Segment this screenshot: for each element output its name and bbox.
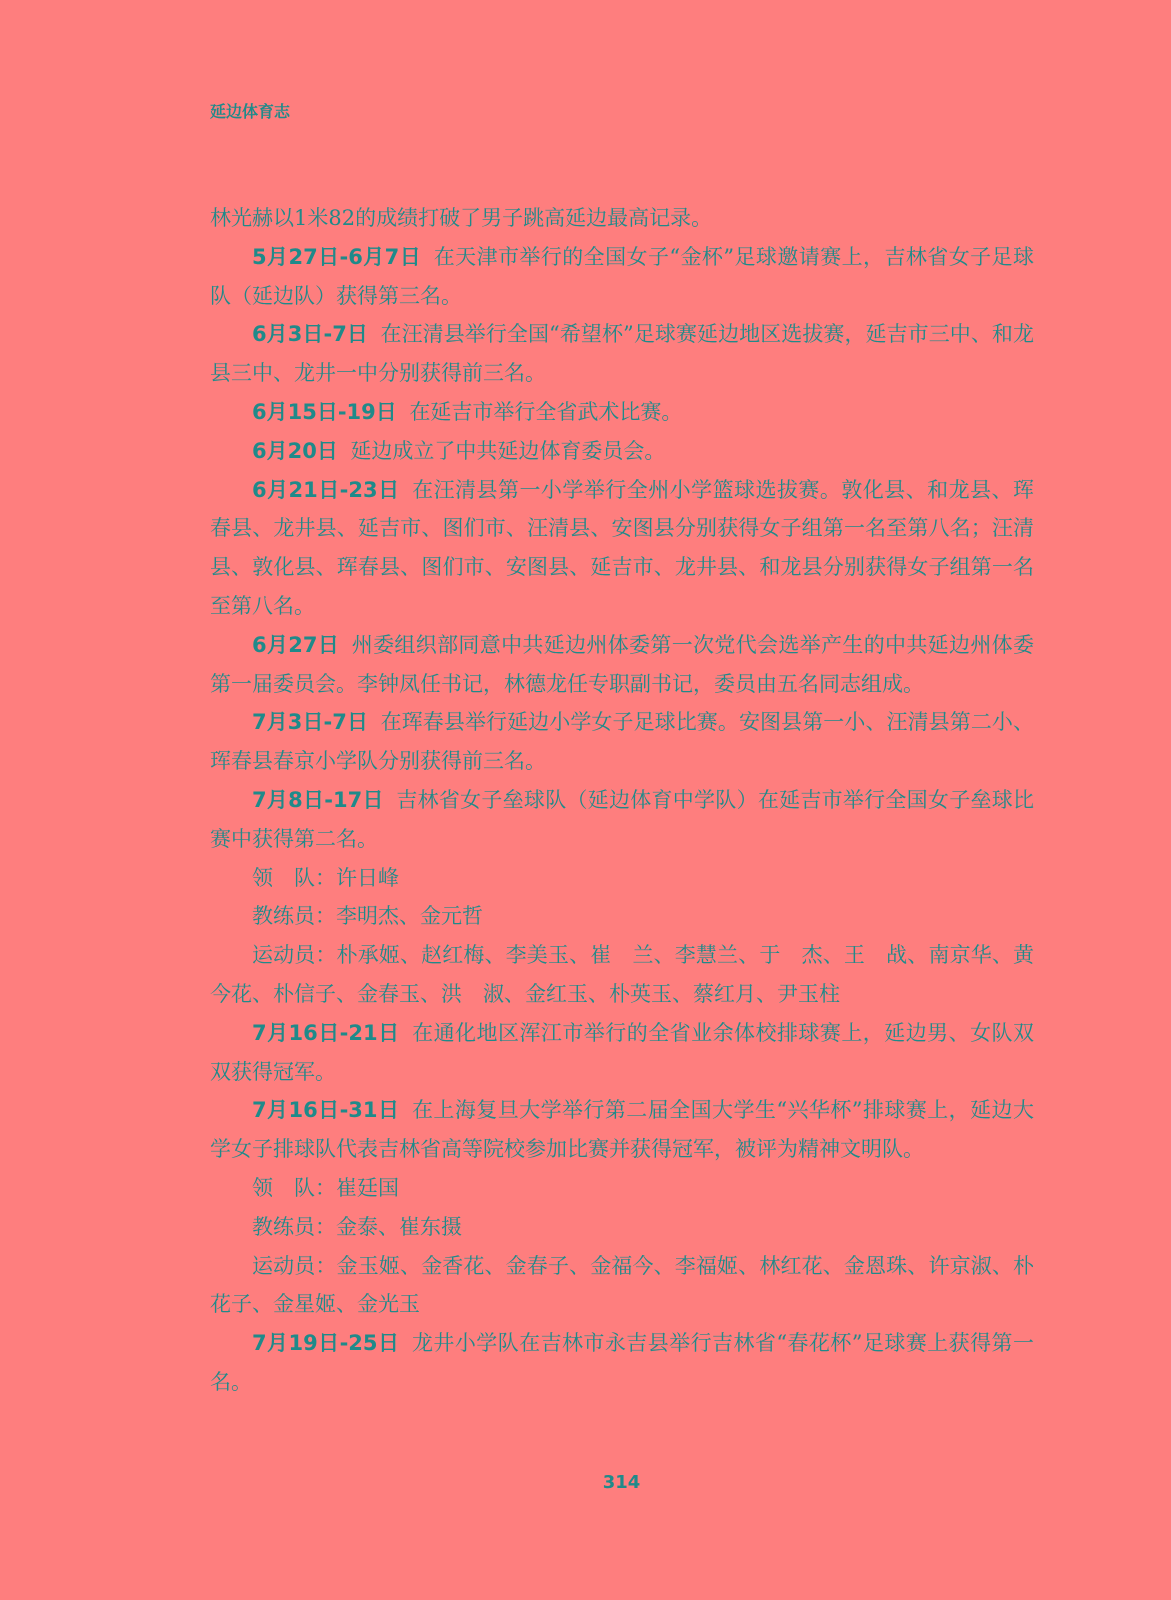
- entry-date: 6月27日: [252, 632, 340, 657]
- entry-paragraph: [210, 1091, 1034, 1169]
- roster-text: 领 队：崔廷国: [252, 1175, 399, 1200]
- entry-paragraph: [210, 1014, 1034, 1092]
- roster-line: [210, 936, 1034, 1014]
- entry-text: 龙井小学队在吉林市永吉县举行吉林省“春花杯”足球赛上获得第一名。: [210, 1331, 1034, 1394]
- roster-text: 教练员：李明杰、金元哲: [252, 904, 483, 929]
- entry-date: 6月21日-23日: [252, 477, 400, 502]
- entry-paragraph: [210, 393, 1034, 432]
- entry-date: 6月20日: [252, 438, 338, 463]
- entry-text: 在上海复旦大学举行第二届全国大学生“兴华杯”排球赛上，延边大学女子排球队代表吉林省高等院校参加比赛并获得冠军，被评为精神文明队。: [210, 1098, 1034, 1162]
- roster-text: 教练员：金泰、崔东摄: [252, 1214, 462, 1239]
- entry-text: 林光赫以1米82的成绩打破了男子跳高延边最高记录。: [210, 206, 713, 230]
- entry-date: 7月16日-31日: [252, 1098, 400, 1123]
- entry-text: 在汪清县举行全国“希望杯”足球赛延边地区选拔赛，延吉市三中、和龙县三中、龙井一中分别获得前三名。: [210, 322, 1034, 386]
- page-number: 314: [602, 1472, 641, 1493]
- chronicle-body: [210, 199, 1034, 1402]
- entry-paragraph: [210, 626, 1034, 704]
- entry-text: 在汪清县第一小学举行全州小学篮球选拔赛。敦化县、和龙县、珲春县、龙井县、延吉市、图们市、汪清县、安图县分别获得女子组第一名至第八名；汪清县、敦化县、珲春县、图们市、安图县、延吉市、龙井县、和龙县分别获得女子组第一名至第八名。: [210, 477, 1035, 618]
- entry-text: 州委组织部同意中共延边州体委第一次党代会选举产生的中共延边州体委第一届委员会。李钟凤任书记，林德龙任专职副书记，委员由五名同志组成。: [210, 632, 1035, 696]
- entry-paragraph: [210, 315, 1034, 393]
- entry-text: 在天津市举行的全国女子“金杯”足球邀请赛上，吉林省女子足球队（延边队）获得第三名。: [210, 244, 1034, 308]
- roster-line: [210, 859, 1034, 898]
- entry-paragraph: [210, 199, 1034, 238]
- entry-paragraph: [210, 781, 1034, 859]
- roster-line: [210, 1208, 1034, 1247]
- roster-line: [210, 897, 1034, 936]
- entry-text: 在延吉市举行全省武术比赛。: [409, 399, 683, 424]
- entry-date: 7月8日-17日: [252, 787, 384, 812]
- roster-text: 运动员：朴承姬、赵红梅、李美玉、崔 兰、李慧兰、于 杰、王 战、南京华、黄今花、朴信子、金春玉、洪 淑、金红玉、朴英玉、蔡红月、尹玉柱: [210, 943, 1034, 1006]
- roster-line: [210, 1169, 1034, 1208]
- roster-text: 运动员：金玉姬、金香花、金春子、金福今、李福姬、林红花、金恩珠、许京淑、朴花子、金星姬、金光玉: [210, 1253, 1034, 1317]
- entry-text: 吉林省女子垒球队（延边体育中学队）在延吉市举行全国女子垒球比赛中获得第二名。: [210, 787, 1034, 851]
- entry-paragraph: [210, 703, 1034, 781]
- entry-text: 在通化地区浑江市举行的全省业余体校排球赛上，延边男、女队双双获得冠军。: [210, 1020, 1035, 1084]
- entry-date: 7月16日-21日: [252, 1020, 400, 1045]
- entry-date: 5月27日-6月7日: [252, 244, 422, 269]
- entry-date: 7月3日-7日: [252, 710, 369, 735]
- entry-date: 7月19日-25日: [252, 1331, 400, 1356]
- entry-paragraph: [210, 238, 1034, 316]
- entry-paragraph: [210, 1324, 1034, 1402]
- entry-paragraph: [210, 471, 1034, 626]
- roster-text: 领 队：许日峰: [252, 865, 399, 890]
- entry-date: 6月15日-19日: [252, 399, 397, 424]
- entry-date: 6月3日-7日: [252, 322, 368, 347]
- entry-paragraph: [210, 432, 1034, 471]
- roster-line: [210, 1247, 1034, 1325]
- running-header: 延边体育志: [210, 102, 291, 121]
- entry-text: 延边成立了中共延边体育委员会。: [350, 438, 666, 463]
- entry-text: 在珲春县举行延边小学女子足球比赛。安图县第一小、汪清县第二小、珲春县春京小学队分别获得前三名。: [210, 710, 1034, 774]
